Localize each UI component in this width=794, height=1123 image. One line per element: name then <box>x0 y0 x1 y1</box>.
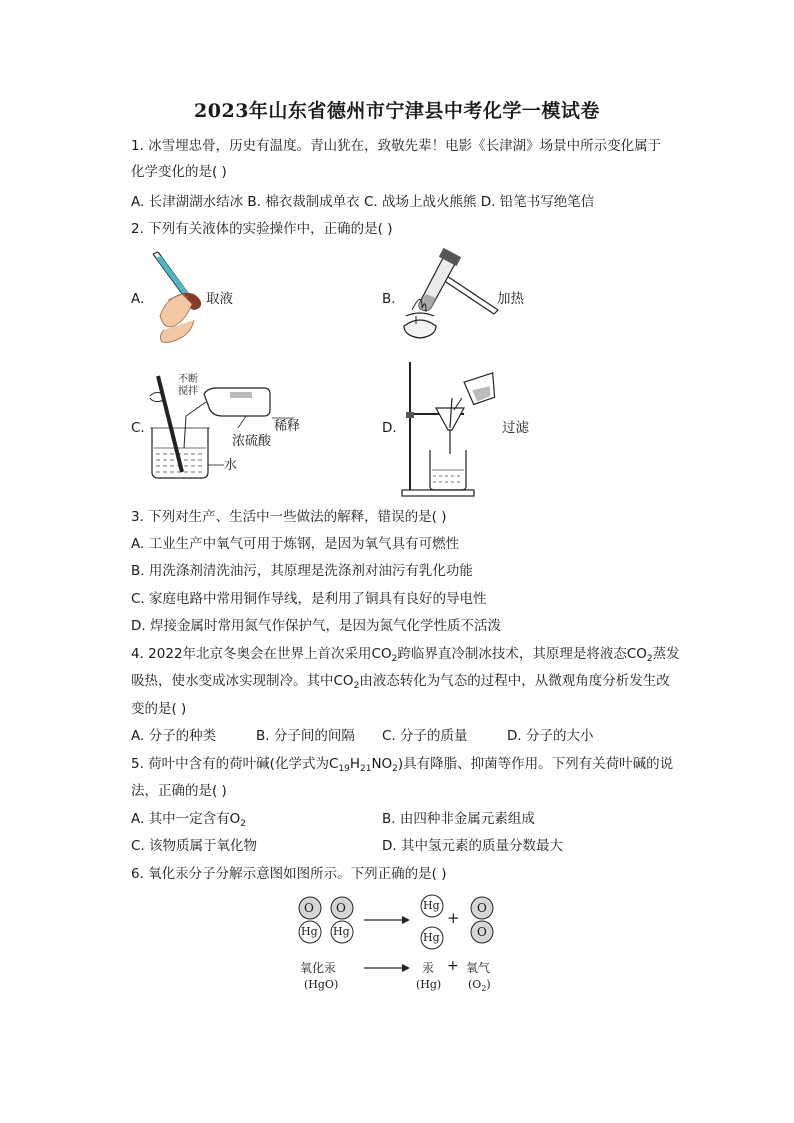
q5-stem-line2: 法，正确的是( ) <box>131 783 227 799</box>
q2-option-d-caption: 过滤 <box>502 420 529 436</box>
q4-stem-line1: 4. 2022年北京冬奥会在世界上首次采用$CO_2$跨临界直冷制冰技术，其原理是将液态$CO_2$蒸发 <box>131 646 680 664</box>
heating-test-tube-illustration <box>398 250 500 350</box>
q1-stem-line1: 1. 冰雪埋忠骨，历史有温度。青山犹在，致敬先辈！电影《长津湖》场景中所示变化属于 <box>131 138 662 154</box>
atom-hg-label: Hg <box>301 925 318 938</box>
q2-option-c-dilute-label: 稀释 <box>274 419 301 434</box>
q5-option-b: B. 由四种非金属元素组成 <box>382 811 535 827</box>
q2-option-c-stir-label-1: 不断 <box>178 374 198 385</box>
q4-option-a: A. 分子的种类 <box>131 728 217 744</box>
q2-option-c-letter: C. <box>131 420 145 436</box>
atom-hg-label: Hg <box>423 931 440 944</box>
q2-option-c-acid-label: 浓硫酸 <box>232 434 272 449</box>
q6-stem: 6. 氧化汞分子分解示意图如图所示。下列正确的是( ) <box>131 866 447 882</box>
atom-hg-label: Hg <box>333 925 350 938</box>
formula-hgo: (HgO) <box>304 978 339 991</box>
q1-options: A. 长津湖湖水结冰 B. 棉衣裁制成单衣 C. 战场上战火熊熊 D. 铅笔书写绝笔信 <box>131 194 595 210</box>
q5-stem-line1: 5. 荷叶中含有的荷叶碱(化学式为$C_{19}H_{21}NO_2$)具有降脂、抑菌等作用。下列有关荷叶碱的说 <box>131 756 674 774</box>
q5-option-c: C. 该物质属于氧化物 <box>131 838 258 854</box>
formula-o2: $(O_2)$ <box>468 978 491 993</box>
atom-o-label: O <box>336 901 346 915</box>
atom-o-label: O <box>304 901 314 915</box>
q3-option-d: D. 焊接金属时常用氮气作保护气，是因为氮气化学性质不活泼 <box>131 618 501 634</box>
q2-stem: 2. 下列有关液体的实验操作中，正确的是( ) <box>131 221 393 237</box>
name-mercury: 汞 <box>422 961 435 975</box>
q2-option-c-stir-label-2: 搅拌 <box>178 386 198 397</box>
q2-option-a-letter: A. <box>131 291 145 307</box>
q2-option-b-caption: 加热 <box>497 291 524 307</box>
q2-option-b-letter: B. <box>382 291 396 307</box>
name-oxygen: 氧气 <box>466 961 491 975</box>
q4-stem-line2: 吸热，使水变成冰实现制冷。其中$CO_2$由液态转化为气态的过程中，从微观角度分析发生改 <box>131 673 670 691</box>
q1-stem-line2: 化学变化的是( ) <box>131 164 227 180</box>
word-plus-sign: + <box>447 958 459 974</box>
q5-option-d: D. 其中氢元素的质量分数最大 <box>382 838 563 854</box>
q2-option-c-water-label: 水 <box>224 458 238 473</box>
q3-option-c: C. 家庭电路中常用铜作导线，是利用了铜具有良好的导电性 <box>131 591 487 607</box>
atom-hg-label: Hg <box>423 899 440 912</box>
q4-option-d: D. 分子的大小 <box>507 728 594 744</box>
filtration-illustration <box>402 358 502 498</box>
q4-stem-line3: 变的是( ) <box>131 701 187 717</box>
exam-title: 2023年山东省德州市宁津县中考化学一模试卷 <box>194 100 600 122</box>
q5-option-a: A. 其中一定含有$O_2$ <box>131 811 246 829</box>
name-mercury-oxide: 氧化汞 <box>300 961 337 975</box>
q2-option-d-letter: D. <box>382 420 397 436</box>
q3-option-b: B. 用洗涤剂清洗油污，其原理是洗涤剂对油污有乳化功能 <box>131 563 473 579</box>
q4-option-b: B. 分子间的间隔 <box>256 728 355 744</box>
q3-option-a: A. 工业生产中氧气可用于炼钢，是因为氧气具有可燃性 <box>131 536 460 552</box>
q3-stem: 3. 下列对生产、生活中一些做法的解释，错误的是( ) <box>131 509 447 525</box>
plus-sign: + <box>447 909 460 927</box>
q4-option-c: C. 分子的质量 <box>382 728 468 744</box>
atom-o-label: O <box>477 901 487 915</box>
atom-o-label: O <box>477 925 487 939</box>
q2-option-a-caption: 取液 <box>206 291 233 307</box>
formula-hg: (Hg) <box>416 978 442 991</box>
